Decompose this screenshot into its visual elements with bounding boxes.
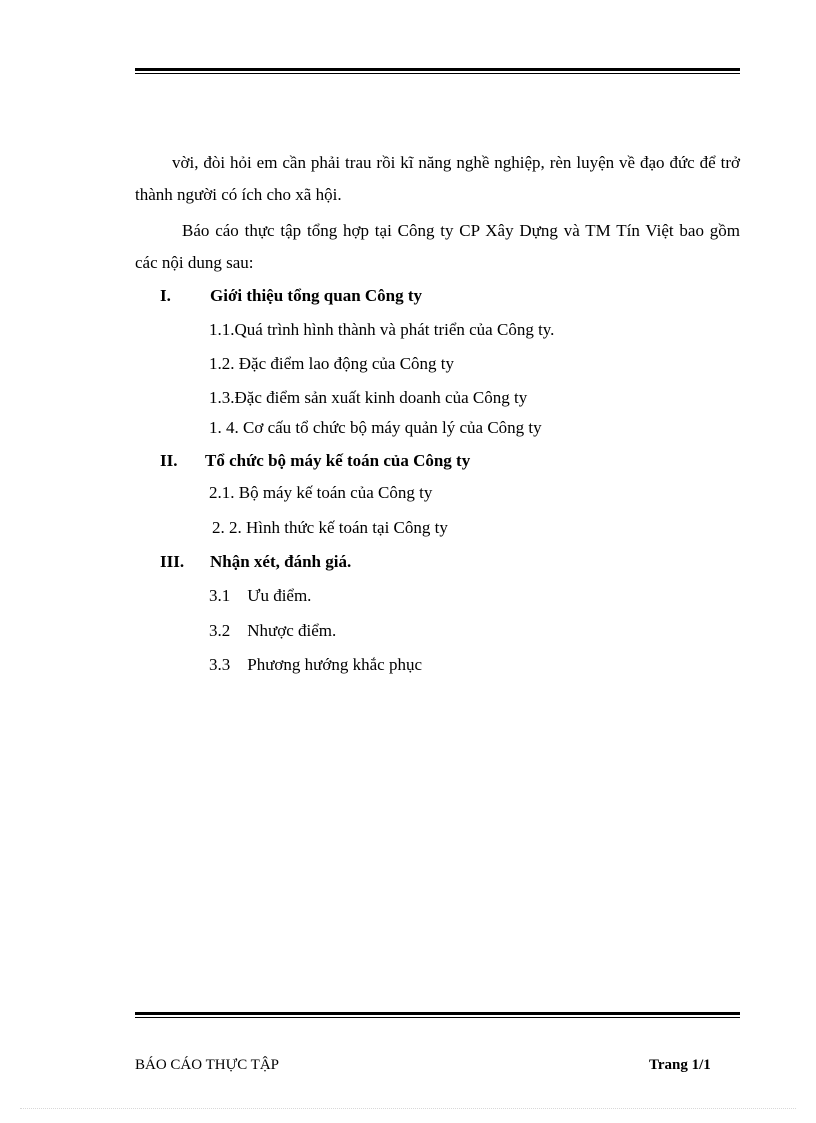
section-1-title: Giới thiệu tổng quan Công ty (210, 286, 423, 305)
section-2-item-2: 2. 2. Hình thức kế toán tại Công ty (212, 518, 448, 537)
section-3-item-2: 3.2 Nhược điểm. (209, 621, 337, 640)
footer-rule (135, 1012, 740, 1018)
footer-page-number: Trang 1/1 (649, 1057, 711, 1073)
intro-paragraph-report-contents: Báo cáo thực tập tổng hợp tại Công ty CP Xây Dựng và TM Tín Việt bao gồm các nội dung sau: (135, 221, 740, 272)
section-3-title: Nhận xét, đánh giá. (210, 552, 352, 571)
footer-report-title: BÁO CÁO THỰC TẬP (135, 1057, 280, 1073)
header-rule (135, 68, 740, 74)
section-1-number: I. (160, 286, 171, 305)
page-bottom-dotted-line (20, 1108, 796, 1109)
section-2-number: II. (160, 451, 178, 470)
section-2-item-1: 2.1. Bộ máy kế toán của Công ty (209, 483, 433, 502)
section-3-item-1: 3.1 Ưu điểm. (209, 586, 312, 605)
section-1-item-2: 1.2. Đặc điểm lao động của Công ty (209, 354, 455, 373)
section-2-title: Tổ chức bộ máy kế toán của Công ty (205, 451, 471, 470)
section-1-item-4: 1. 4. Cơ cấu tổ chức bộ máy quản lý của Công ty (209, 418, 542, 437)
section-3-item-3: 3.3 Phương hướng khắc phục (209, 655, 422, 674)
section-1-item-1: 1.1.Quá trình hình thành và phát triển của Công ty. (209, 320, 555, 339)
section-1-item-3: 1.3.Đặc điểm sản xuất kinh doanh của Công ty (209, 388, 528, 407)
intro-paragraph-continued: vời, đòi hỏi em cần phải trau rồi kĩ năng nghề nghiệp, rèn luyện về đạo đức để trở thành người có ích cho xã hội. (135, 153, 740, 204)
section-3-number: III. (160, 552, 185, 571)
